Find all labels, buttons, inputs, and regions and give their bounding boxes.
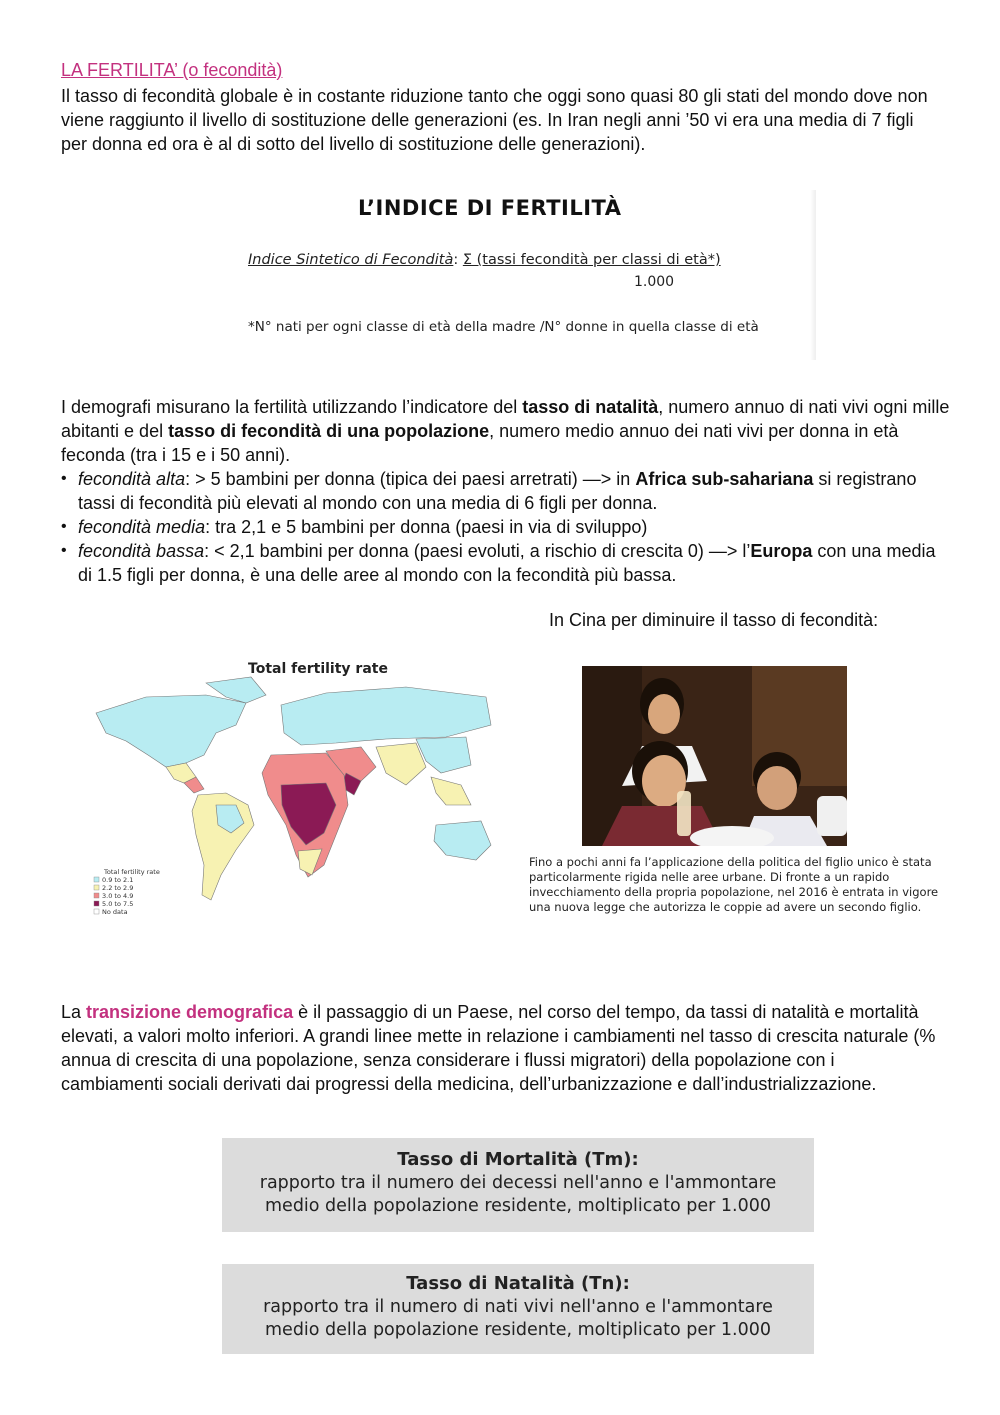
- photo-caption: Fino a pochi anni fa l’applicazione della politica del figlio unico è stata particolarmente rigida nelle aree urbane. Di fronte a un rapido invecchiamento della propria popolazione, nel 2016 è entrata in vigore una nuova legge che autorizza le coppie ad avere un secondo figlio.: [529, 855, 939, 914]
- text: , numero medio annuo dei nati vivi per donna in età feconda (tra i 15 e i 50 anni).: [61, 421, 899, 465]
- box-line: rapporto tra il numero di nati vivi nell'anno e l'ammontare: [263, 1297, 773, 1317]
- southeast-asia-shape: [431, 777, 471, 805]
- family-photo: [582, 666, 847, 846]
- list-item: [61, 467, 941, 515]
- text: La: [61, 1002, 87, 1022]
- legend-swatch: [94, 877, 99, 882]
- photo-face-man: [757, 766, 797, 810]
- mortality-rate-box: [222, 1138, 814, 1232]
- term-transizione: transizione demografica: [86, 1002, 294, 1022]
- bullet-term: fecondità alta: [78, 469, 186, 489]
- legend-label: 3.0 to 4.9: [102, 892, 134, 900]
- photo-face-young: [648, 694, 680, 734]
- text: , numero annuo di nati vivi ogni mille abitanti e del: [61, 397, 950, 441]
- transizione-paragraph: [61, 1000, 941, 1096]
- section-title: LA FERTILITA’ (o fecondità): [61, 60, 283, 80]
- fertility-index-formula: [248, 252, 721, 268]
- formula-footnote: *N° nati per ogni classe di età della madre /N° donne in quella classe di età: [248, 319, 759, 335]
- legend-swatch: [94, 885, 99, 890]
- box-title: Tasso di Mortalità (Tm):: [397, 1149, 639, 1170]
- formula-denominator: 1.000: [634, 274, 675, 290]
- south-asia-shape: [376, 743, 426, 785]
- text: con una media di 1.5 figli per donna, è una delle aree al mondo con la fecondità più bassa.: [78, 541, 936, 585]
- natality-rate-box: [222, 1264, 814, 1354]
- cina-text: In Cina per diminuire il tasso di fecondità:: [549, 610, 879, 630]
- legend-swatch: [94, 909, 99, 914]
- formula-label: Indice Sintetico di Fecondità: [248, 252, 454, 268]
- text: è il passaggio di un Paese, nel corso del tempo, da tassi di natalità e mortalità elevati, a valori molto inferiori. A grandi linee mette in relazione i cambiamenti nel tasso di crescita naturale (% annua di crescita di una popolazione, senza considerare i flussi migratori) della popolazione con i cambiamenti sociali derivati dai progressi della medicina, dell’urbanizzazione e dall’industrializzazione.: [61, 1002, 936, 1094]
- formula-numerator: Σ (tassi fecondità per classi di età*): [462, 252, 721, 268]
- eurasia-shape: [281, 687, 491, 745]
- legend-label: 2.2 to 2.9: [102, 884, 134, 892]
- bullet-bold: Africa sub-sahariana: [635, 469, 814, 489]
- list-item: [61, 539, 941, 587]
- text: : tra 2,1 e 5 bambini per donna (paesi in via di sviluppo): [205, 517, 648, 537]
- term-fecondita: tasso di fecondità di una popolazione: [168, 421, 490, 441]
- map-title: Total fertility rate: [248, 661, 388, 677]
- world-fertility-map: [86, 655, 506, 935]
- box-title: Tasso di Natalità (Tn):: [406, 1273, 630, 1294]
- image-edge: [810, 190, 816, 360]
- text: : < 2,1 bambini per donna (paesi evoluti, a rischio di crescita 0) —> l’: [204, 541, 751, 561]
- photo-bottle: [677, 791, 691, 836]
- box-line: medio della popolazione residente, moltiplicato per 1.000: [265, 1320, 771, 1340]
- legend-label: 0.9 to 2.1: [102, 876, 134, 884]
- legend-swatch: [94, 893, 99, 898]
- fertility-levels-list: [61, 467, 941, 587]
- australia-shape: [434, 821, 491, 860]
- bullet-bold: Europa: [750, 541, 813, 561]
- box-line: medio della popolazione residente, moltiplicato per 1.000: [265, 1196, 771, 1216]
- bullet-term: fecondità media: [78, 517, 206, 537]
- text: si registrano tassi di fecondità più elevati al mondo con una media di 6 figli per donna.: [78, 469, 917, 513]
- formula-colon: :: [453, 252, 463, 268]
- demografi-paragraph: [61, 395, 951, 467]
- photo-appliance: [817, 796, 847, 836]
- legend-swatch: [94, 901, 99, 906]
- box-line: rapporto tra il numero dei decessi nell'anno e l'ammontare: [259, 1173, 777, 1193]
- map-legend: [94, 868, 160, 916]
- fertility-index-figure: [248, 190, 816, 360]
- north-america-shape: [96, 695, 246, 767]
- bullet-term: fecondità bassa: [78, 541, 205, 561]
- list-item: [61, 515, 941, 539]
- text: I demografi misurano la fertilità utilizzando l’indicatore del: [61, 397, 523, 417]
- fertility-index-title: L’INDICE DI FERTILITÀ: [358, 196, 622, 220]
- legend-label: No data: [102, 908, 128, 916]
- term-natalita: tasso di natalità: [522, 397, 659, 417]
- text: : > 5 bambini per donna (tipica dei paesi arretrati) —> in: [185, 469, 636, 489]
- legend-title: Total fertility rate: [104, 868, 160, 876]
- legend-label: 5.0 to 7.5: [102, 900, 134, 908]
- intro-paragraph: Il tasso di fecondità globale è in costante riduzione tanto che oggi sono quasi 80 gli stati del mondo dove non viene raggiunto il livello di sostituzione delle generazioni (es. In Iran negli anni ’50 vi era una media di 7 figli per donna ed ora è al di sotto del livello di sostituzione delle generazioni).: [61, 86, 928, 154]
